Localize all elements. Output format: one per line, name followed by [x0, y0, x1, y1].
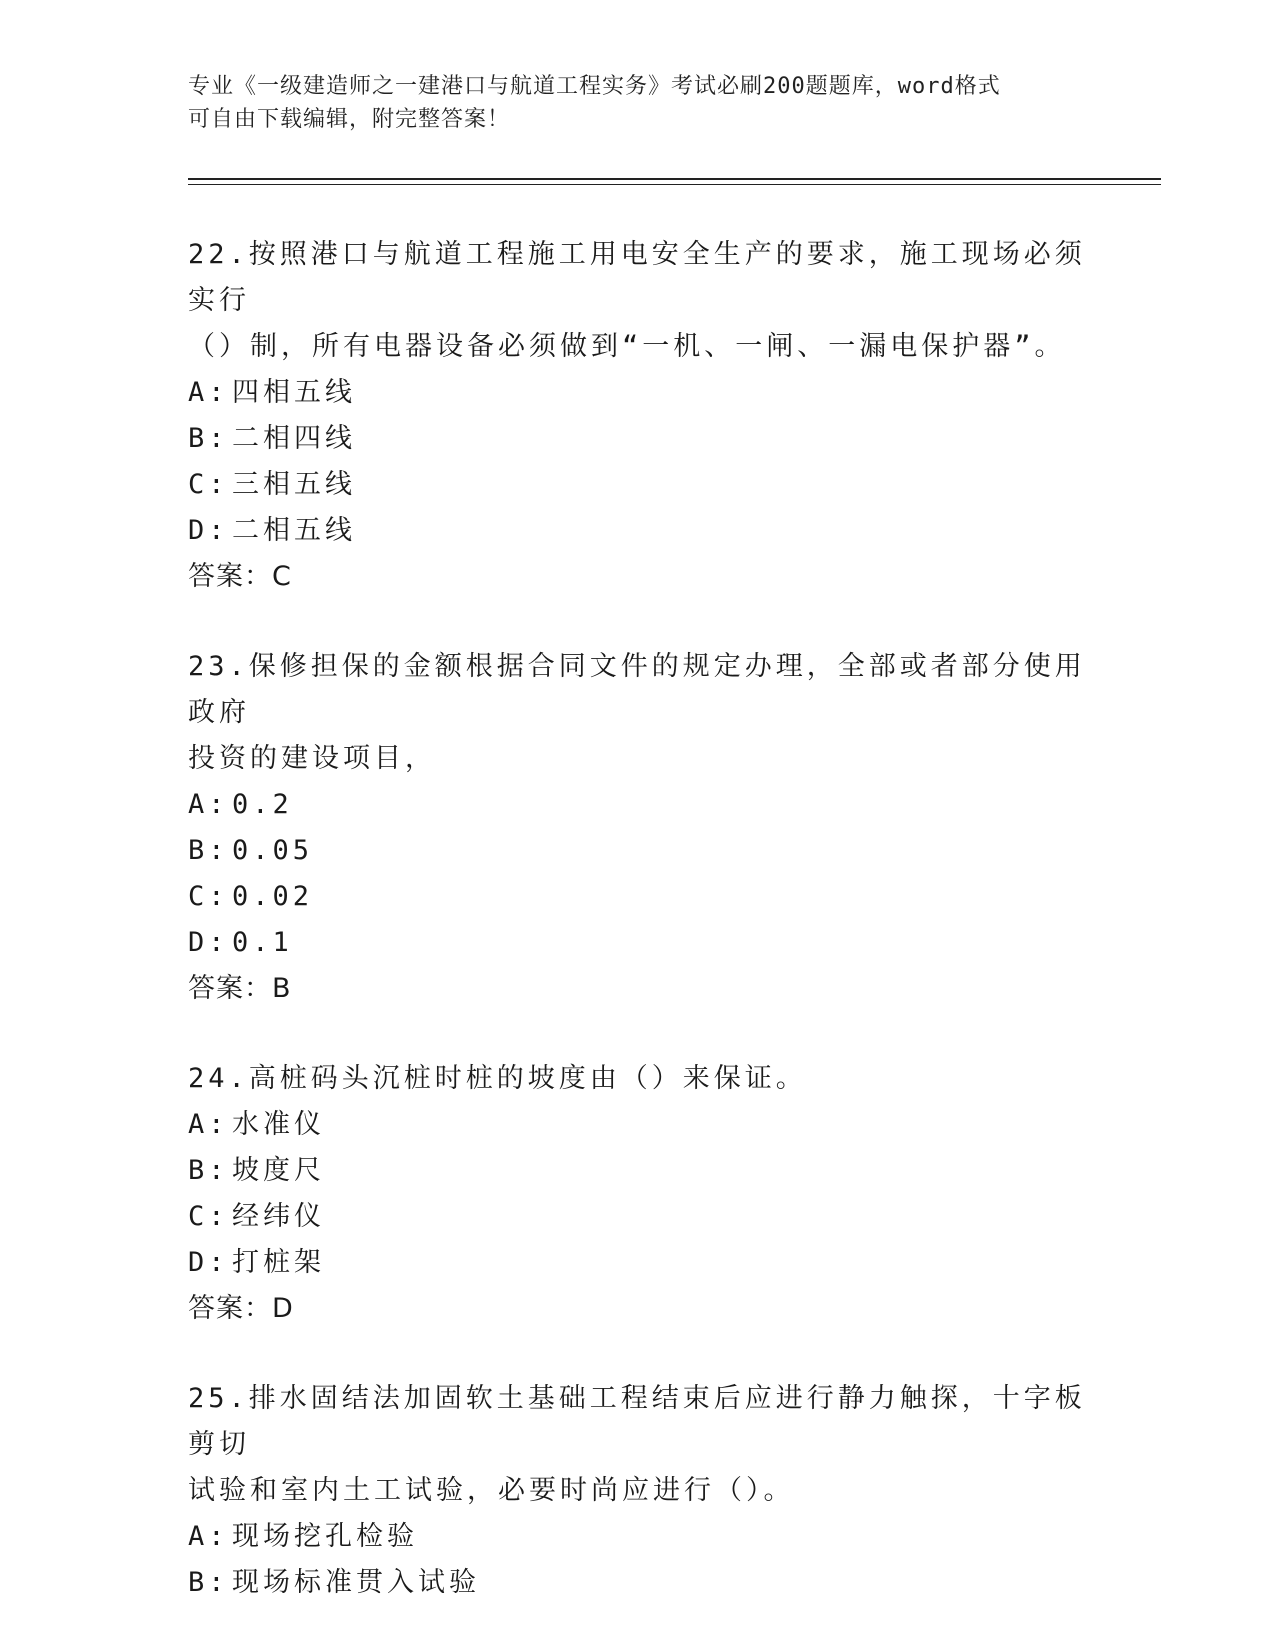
document-header: [188, 70, 1068, 136]
option-b: B: 坡度尺: [188, 1155, 325, 1186]
question-22: [188, 232, 1088, 600]
option-a: A: 现场挖孔检验: [188, 1521, 418, 1552]
header-divider-thick: [188, 178, 1161, 180]
option-a: A: 0.2: [188, 789, 293, 820]
option-c: C: 三相五线: [188, 469, 356, 500]
option-c: C: 经纬仪: [188, 1201, 325, 1232]
question-stem: 25.排水固结法加固软土基础工程结束后应进行静力触探，十字板剪切 试验和室内土工试验，必要时尚应进行（）。: [188, 1383, 1086, 1506]
option-d: D: 二相五线: [188, 515, 356, 546]
answer-line: 答案：B: [188, 973, 292, 1004]
option-b: B: 现场标准贯入试验: [188, 1567, 480, 1598]
answer-line: 答案：D: [188, 1293, 294, 1324]
question-stem: 23.保修担保的金额根据合同文件的规定办理，全部或者部分使用政府 投资的建设项目，: [188, 651, 1086, 774]
question-list: [188, 232, 1088, 1650]
question-25: [188, 1376, 1088, 1606]
option-a: A: 水准仪: [188, 1109, 325, 1140]
option-b: B: 0.05: [188, 835, 314, 866]
option-d: D: 打桩架: [188, 1247, 325, 1278]
option-c: C: 0.02: [188, 881, 314, 912]
header-line-2: 可自由下载编辑，附完整答案！: [188, 107, 511, 132]
question-24: [188, 1056, 1088, 1332]
option-d: D: 0.1: [188, 927, 293, 958]
question-stem: 24.高桩码头沉桩时桩的坡度由（）来保证。: [188, 1063, 807, 1094]
header-line-1: 专业《一级建造师之一建港口与航道工程实务》考试必刷200题题库，word格式: [188, 74, 1001, 99]
option-a: A: 四相五线: [188, 377, 356, 408]
header-divider-thin: [188, 184, 1161, 185]
question-23: [188, 644, 1088, 1012]
option-b: B: 二相四线: [188, 423, 356, 454]
answer-line: 答案：C: [188, 561, 292, 592]
question-stem: 22.按照港口与航道工程施工用电安全生产的要求，施工现场必须实行 （）制，所有电器设备必须做到“一机、一闸、一漏电保护器”。: [188, 239, 1086, 362]
